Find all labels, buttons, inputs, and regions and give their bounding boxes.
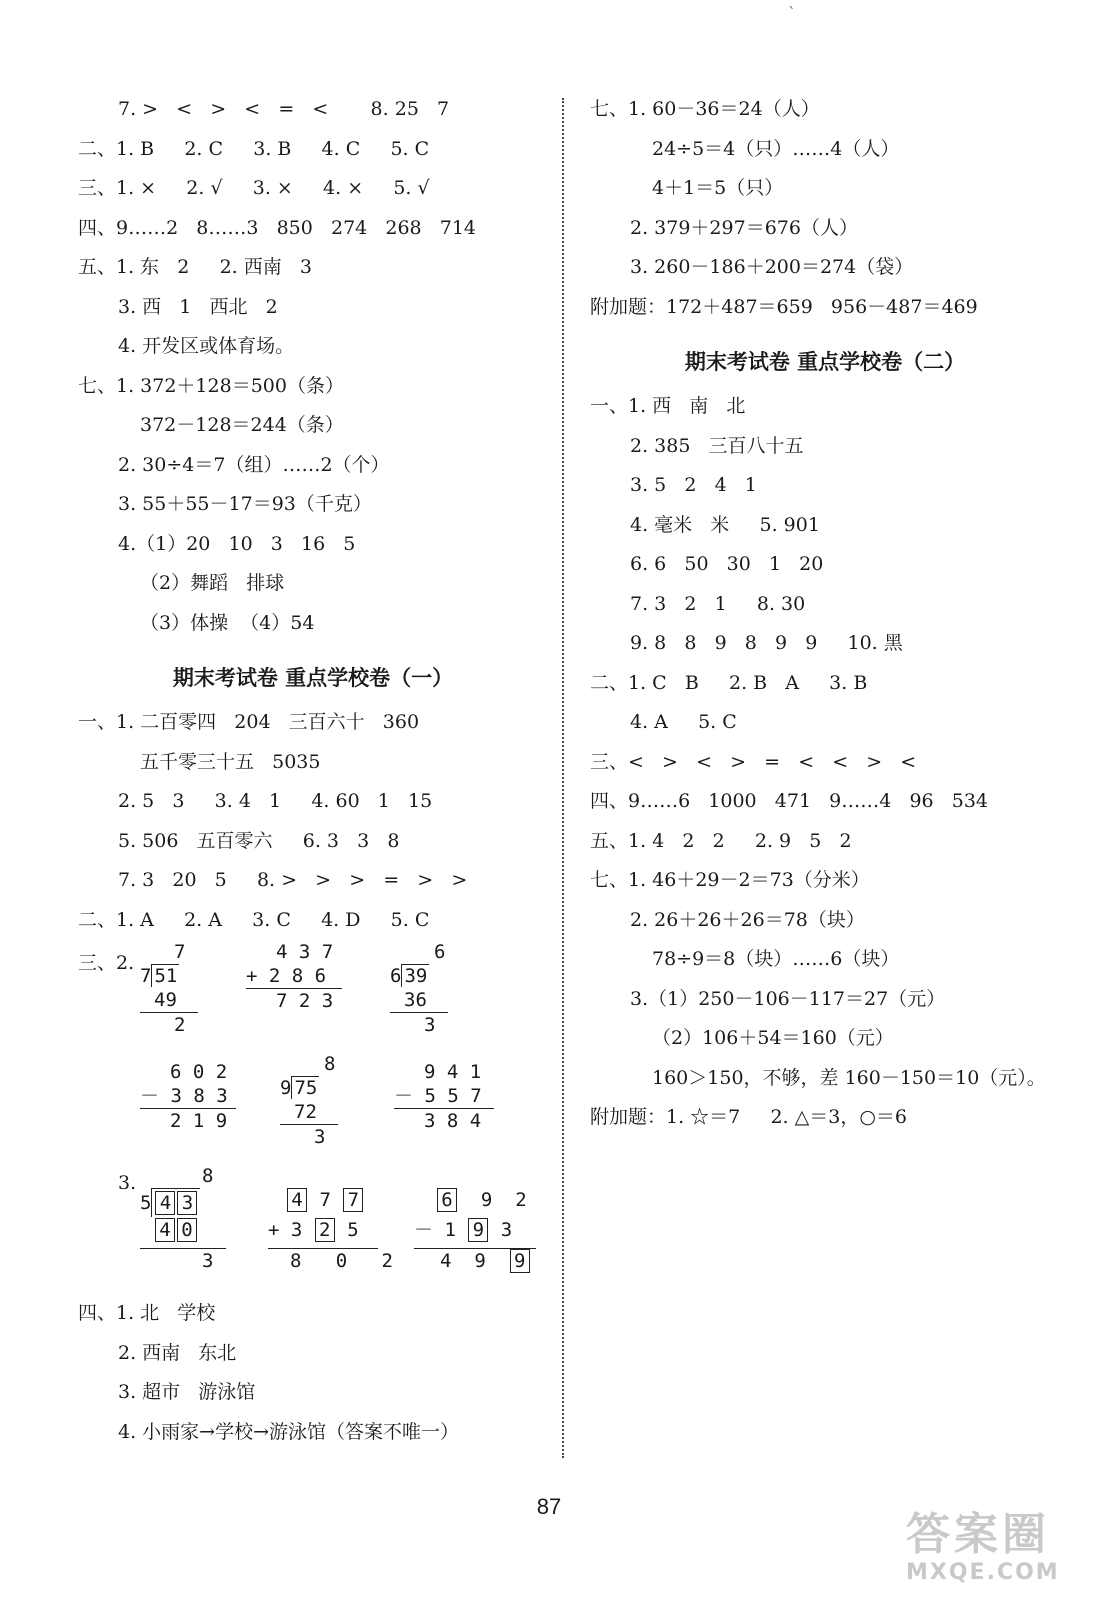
left-answers-top bbox=[78, 90, 548, 643]
answer-line: 78÷9＝8（块）……6（块） bbox=[652, 948, 900, 970]
addend-1: 4 3 7 bbox=[276, 941, 334, 963]
digit: 2 bbox=[515, 1189, 527, 1211]
long-division bbox=[280, 1052, 338, 1149]
answer-line: 2. 379＋297＝676（人） bbox=[630, 216, 858, 239]
fill-box: 2 bbox=[315, 1218, 335, 1242]
answer-line: 4. A 5. C bbox=[630, 711, 737, 733]
page-number: 87 bbox=[536, 1494, 562, 1519]
answer-line: 372－128＝244（条） bbox=[140, 414, 344, 436]
watermark-text: 答案圈 bbox=[906, 1509, 1050, 1560]
right-answers-bottom bbox=[590, 387, 1060, 1138]
dividend: 51 bbox=[151, 964, 179, 987]
divisor: 5 bbox=[140, 1192, 152, 1214]
answer-line: 三、< > < > = < < > < bbox=[590, 750, 917, 773]
fill-box: 6 bbox=[437, 1188, 457, 1212]
answer-line: （2）舞蹈 排球 bbox=[140, 572, 285, 594]
answer-line: 3. 55＋55－17＝93（千克） bbox=[118, 493, 372, 515]
answer-line: 9. 8 8 9 8 9 9 10. 黑 bbox=[630, 632, 903, 654]
digit: 4 bbox=[440, 1250, 452, 1272]
answer-line: 2. 30÷4＝7（组）……2（个） bbox=[118, 453, 390, 476]
answer-line: 4. 开发区或体育场。 bbox=[118, 335, 295, 357]
subtrahend: － 3 8 3 bbox=[140, 1084, 236, 1109]
product: 49 bbox=[140, 988, 198, 1013]
calc-prefix: 三、2. bbox=[78, 952, 135, 974]
calc-row-2 bbox=[78, 1052, 548, 1164]
answer-line: 七、1. 372＋128＝500（条） bbox=[78, 374, 344, 397]
dividend: 75 bbox=[291, 1076, 319, 1099]
answer-line: 160＞150，不够，差 160－150＝10（元）。 bbox=[652, 1066, 1046, 1089]
fill-box: 0 bbox=[177, 1218, 197, 1242]
answer-line: 五、1. 东 2 2. 西南 3 bbox=[78, 256, 312, 278]
answer-line: 24÷5＝4（只）……4（人） bbox=[652, 137, 900, 160]
answer-line: 2. 385 三百八十五 bbox=[630, 434, 804, 457]
minuend: 9 4 1 bbox=[424, 1061, 482, 1083]
right-answers-top bbox=[590, 90, 1060, 327]
quotient: 8 bbox=[202, 1165, 214, 1187]
remainder: 3 bbox=[202, 1250, 214, 1272]
subtraction bbox=[140, 1060, 236, 1133]
fill-box: 4 bbox=[287, 1188, 307, 1212]
digit: + 3 bbox=[268, 1219, 303, 1241]
digit: 7 bbox=[319, 1189, 331, 1211]
quotient: 6 bbox=[434, 941, 446, 963]
divisor: 9 bbox=[280, 1077, 292, 1099]
stray-mark: ˋ bbox=[788, 4, 796, 23]
minuend: 6 0 2 bbox=[170, 1061, 228, 1083]
watermark-logo bbox=[906, 1510, 1086, 1594]
product: 36 bbox=[390, 988, 448, 1013]
answer-line: 3. 260－186＋200＝274（袋） bbox=[630, 256, 914, 278]
left-answers-mid bbox=[78, 703, 548, 940]
right-column bbox=[590, 90, 1060, 1138]
answer-line: 3. 西 1 西北 2 bbox=[118, 295, 278, 318]
answer-line: 二、1. C B 2. B A 3. B bbox=[590, 671, 868, 694]
answer-line: 一、1. 二百零四 204 三百六十 360 bbox=[78, 711, 420, 733]
fill-box: 9 bbox=[468, 1218, 488, 1242]
difference: 3 8 4 bbox=[424, 1110, 482, 1132]
calc-row-3 bbox=[78, 1164, 548, 1294]
column-divider bbox=[562, 98, 564, 1458]
calc-row-1 bbox=[78, 940, 548, 1052]
digit: 3 bbox=[500, 1219, 513, 1241]
answer-line: 5. 506 五百零六 6. 3 3 8 bbox=[118, 829, 400, 852]
subtrahend: － 5 5 7 bbox=[394, 1084, 494, 1109]
addition-fill-in bbox=[268, 1188, 393, 1273]
fill-box: 7 bbox=[343, 1188, 363, 1212]
answer-line: 2. 5 3 3. 4 1 4. 60 1 15 bbox=[118, 790, 433, 812]
fill-box: 9 bbox=[510, 1249, 530, 1273]
section-title-2: 期末考试卷 重点学校卷（二） bbox=[684, 350, 966, 374]
answer-line: 附加题：1. ☆＝7 2. △＝3，○＝6 bbox=[590, 1106, 907, 1128]
left-answers-bottom bbox=[78, 1294, 548, 1452]
long-division bbox=[140, 940, 198, 1037]
answer-line: 四、1. 北 学校 bbox=[78, 1302, 216, 1324]
remainder: 3 bbox=[314, 1126, 326, 1148]
answer-line: 二、1. B 2. C 3. B 4. C 5. C bbox=[78, 137, 430, 160]
divisor: 7 bbox=[140, 965, 152, 987]
remainder: 2 bbox=[174, 1014, 186, 1036]
answer-line: 7. 3 2 1 8. 30 bbox=[630, 592, 806, 615]
dividend: 39 bbox=[401, 964, 429, 987]
addition bbox=[246, 940, 342, 1013]
answer-line: 3. 超市 游泳馆 bbox=[118, 1381, 256, 1403]
quotient: 7 bbox=[174, 941, 186, 963]
long-division-fill-in bbox=[140, 1164, 226, 1273]
fill-box: 3 bbox=[177, 1191, 197, 1215]
watermark-url: MXQE.COM bbox=[906, 1560, 1060, 1585]
answer-line: 附加题：172＋487＝659 956－487＝469 bbox=[590, 295, 978, 318]
answer-line: （2）106＋54＝160（元） bbox=[652, 1027, 894, 1049]
digit: 9 bbox=[474, 1250, 486, 1272]
product: 72 bbox=[280, 1100, 338, 1125]
answer-line: 7. 3 20 5 8. > > > = > > bbox=[118, 869, 468, 891]
answer-line: 4＋1＝5（只） bbox=[652, 177, 784, 199]
digit: － 1 bbox=[414, 1219, 456, 1241]
subtraction-fill-in bbox=[414, 1188, 536, 1273]
answer-line: 2. 西南 东北 bbox=[118, 1341, 237, 1364]
answer-line: 七、1. 60－36＝24（人） bbox=[590, 98, 820, 120]
digit: 9 bbox=[480, 1189, 493, 1211]
answer-line: 3.（1）250－106－117＝27（元） bbox=[630, 987, 946, 1010]
answer-line: 七、1. 46＋29－2＝73（分米） bbox=[590, 869, 870, 891]
answer-line: 4. 毫米 米 5. 901 bbox=[630, 513, 820, 536]
sum: 8 0 2 bbox=[290, 1250, 393, 1272]
answer-line: 2. 26＋26＋26＝78（块） bbox=[630, 908, 865, 931]
addend-2: + 2 8 6 bbox=[246, 964, 342, 989]
digit: 5 bbox=[347, 1219, 359, 1241]
long-division bbox=[390, 940, 448, 1037]
answer-line: 7. > < > < = < 8. 25 7 bbox=[118, 98, 450, 120]
answer-line: 二、1. A 2. A 3. C 4. D 5. C bbox=[78, 908, 430, 931]
subtraction bbox=[394, 1060, 494, 1133]
answer-line: 五、1. 4 2 2 2. 9 5 2 bbox=[590, 829, 852, 852]
answer-line: 一、1. 西 南 北 bbox=[590, 395, 746, 417]
sum: 7 2 3 bbox=[276, 990, 334, 1012]
fill-box: 4 bbox=[155, 1191, 175, 1215]
answer-line: 4. 小雨家→学校→游泳馆（答案不唯一） bbox=[118, 1420, 460, 1443]
left-column bbox=[78, 90, 548, 1452]
answer-line: 3. 5 2 4 1 bbox=[630, 474, 757, 496]
difference: 2 1 9 bbox=[170, 1110, 228, 1132]
answer-line: （3）体操 （4）54 bbox=[140, 611, 315, 634]
answer-line: 四、9……6 1000 471 9……4 96 534 bbox=[590, 790, 989, 812]
answer-line: 4.（1）20 10 3 16 5 bbox=[118, 532, 356, 555]
divisor: 6 bbox=[390, 965, 402, 987]
calc-prefix: 3. bbox=[118, 1172, 137, 1194]
fill-box: 4 bbox=[155, 1218, 175, 1242]
quotient: 8 bbox=[324, 1053, 336, 1075]
section-title-1: 期末考试卷 重点学校卷（一） bbox=[172, 666, 454, 690]
answer-line: 三、1. × 2. √ 3. × 4. × 5. √ bbox=[78, 177, 430, 199]
remainder: 3 bbox=[424, 1014, 436, 1036]
answer-line: 五千零三十五 5035 bbox=[140, 750, 321, 773]
answer-line: 四、9……2 8……3 850 274 268 714 bbox=[78, 216, 477, 239]
answer-line: 6. 6 50 30 1 20 bbox=[630, 553, 824, 575]
